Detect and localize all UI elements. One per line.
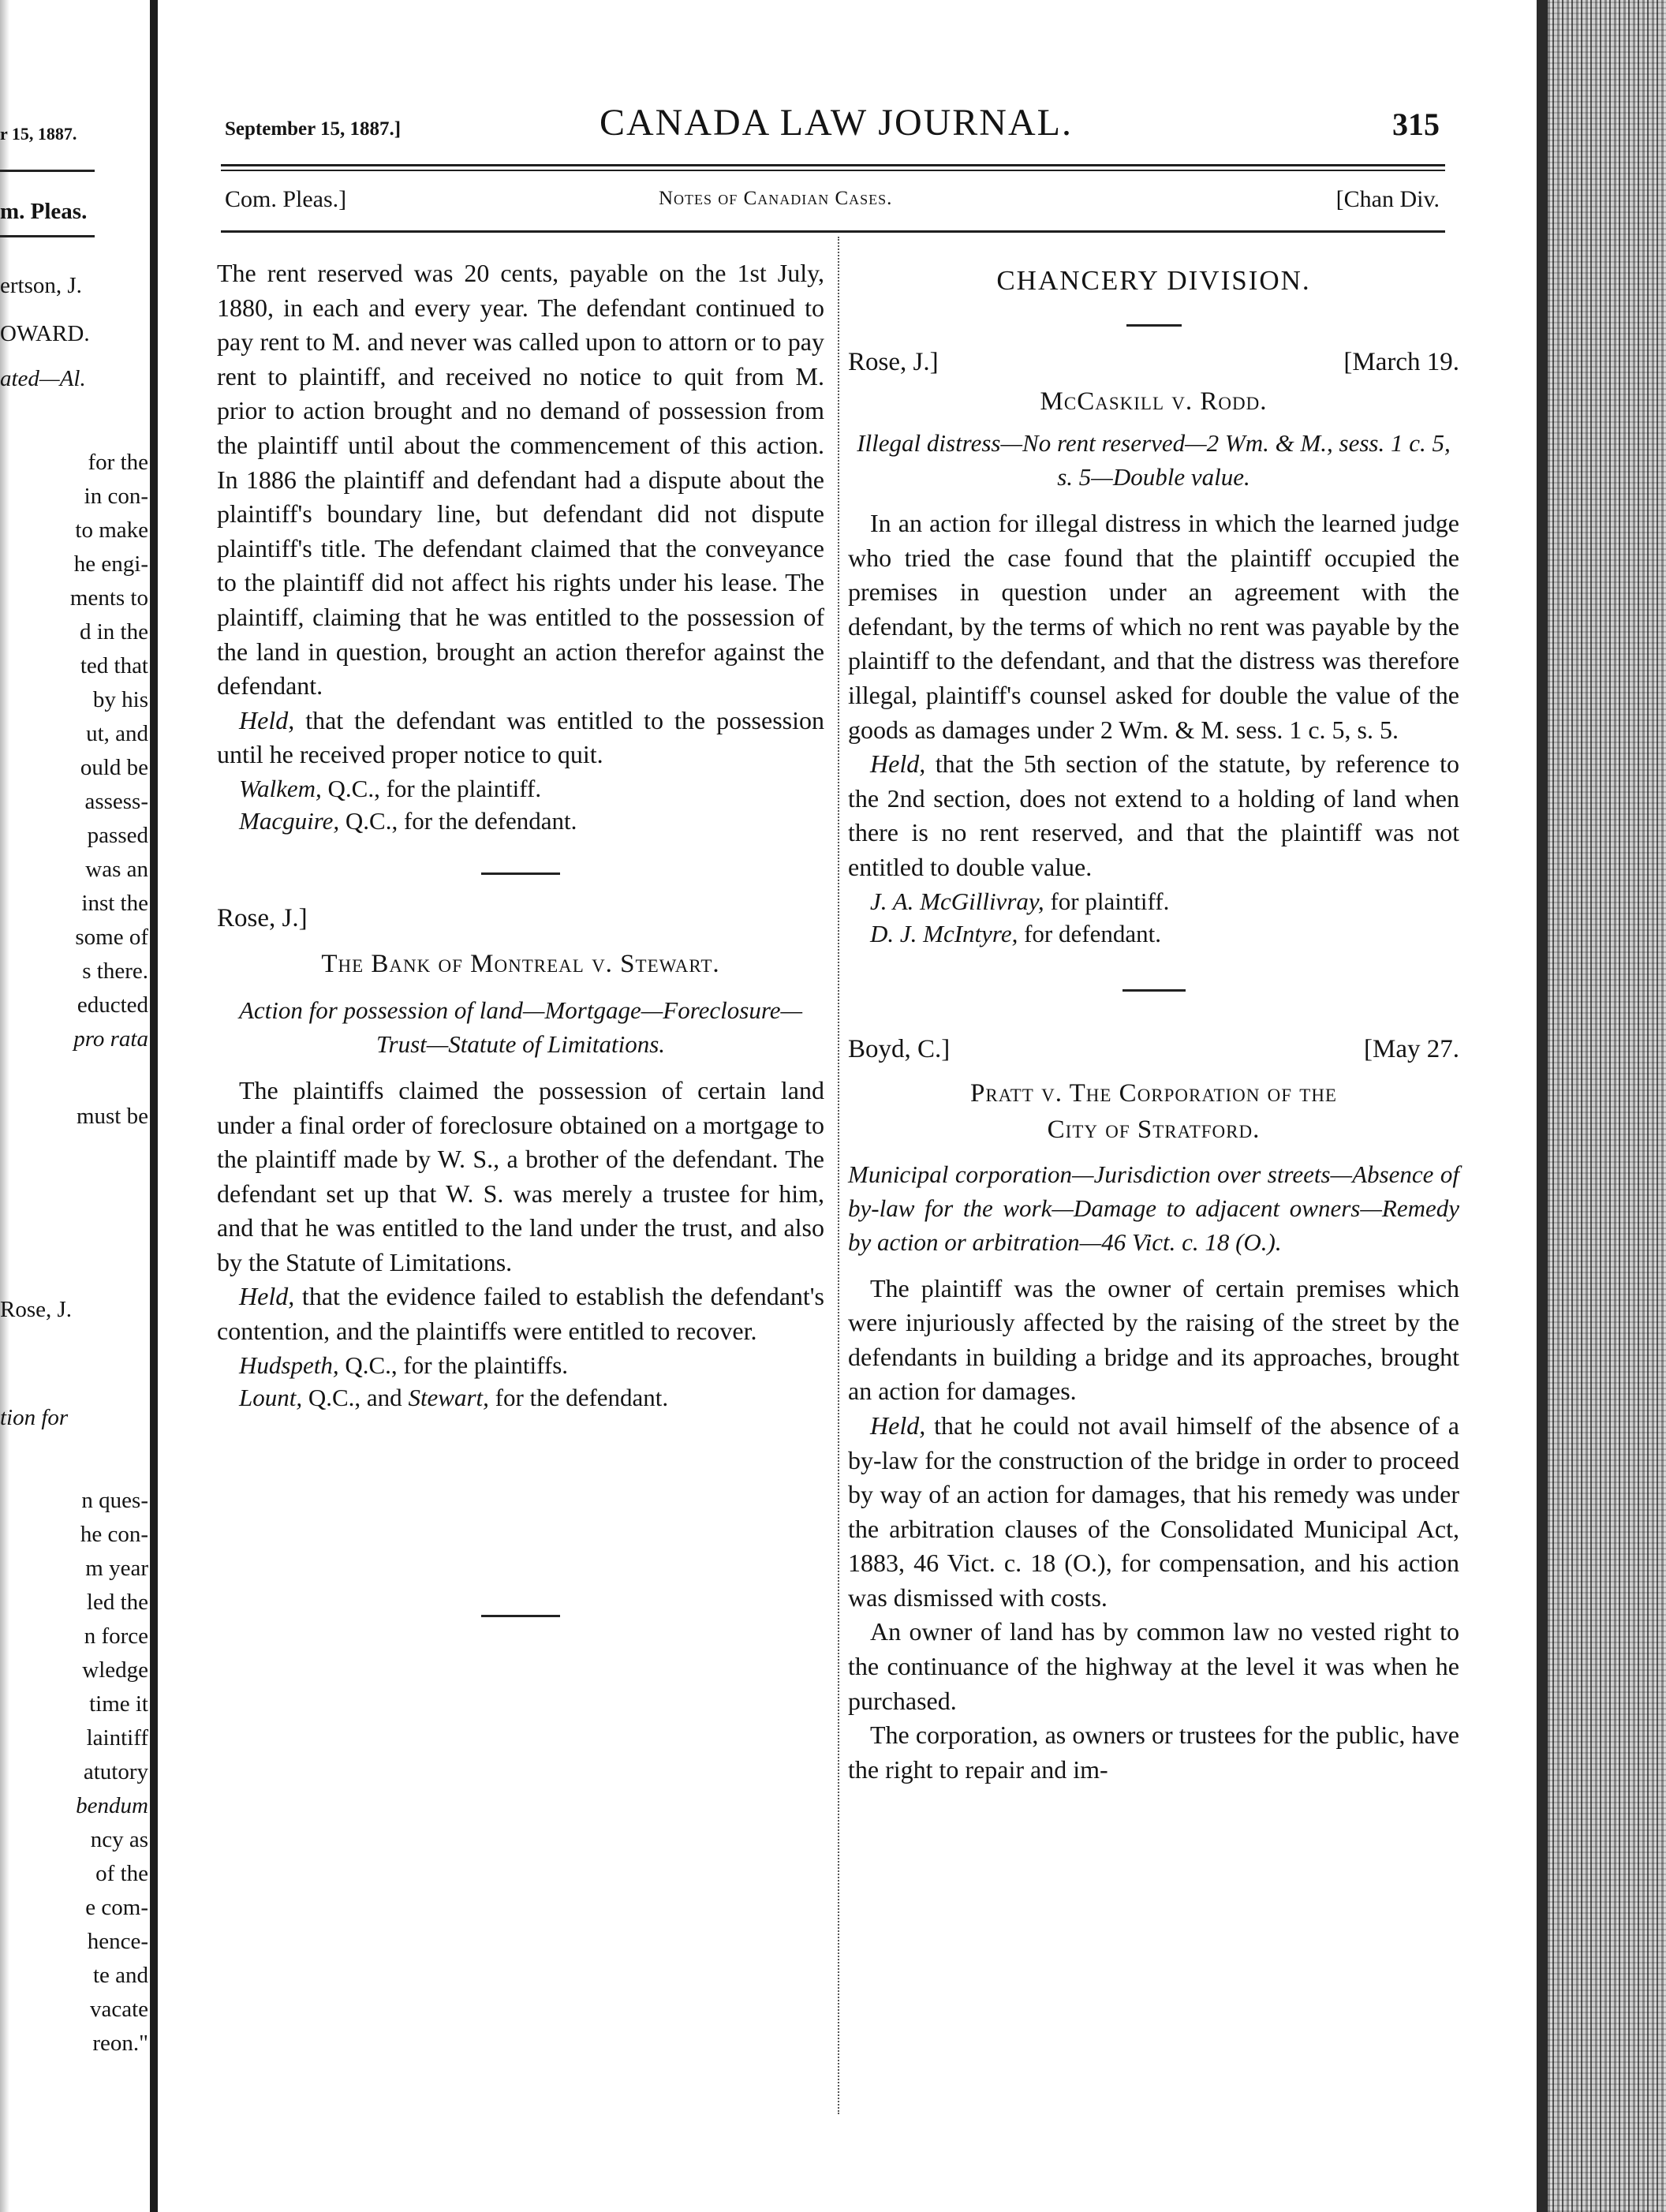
- counsel-line: [217, 1381, 824, 1414]
- prev-line: reon.": [92, 2031, 148, 2056]
- case-separator: [1122, 989, 1186, 992]
- prev-line: ertson, J.: [0, 273, 82, 298]
- page-number: 315: [1392, 106, 1440, 142]
- counsel-line: [217, 1349, 824, 1381]
- prev-line: n force: [84, 1624, 148, 1649]
- prev-line: time it: [89, 1691, 148, 1717]
- facts-paragraph: In an action for illegal distress in which the learned judge who tried the case found that the plaintiff occupied the premises in question under an agreement with the defendant, by the terms of which no rent was payable by the plaintiff to the defendant, and that the distress was therefore illegal, plaintiff's counsel asked for double the value of the goods as damages under 2 Wm. & M. sess. 1 c. 5, s. 5.: [848, 509, 1459, 744]
- case-title: Pratt v. The Corporation of the: [970, 1078, 1337, 1108]
- counsel-name: Stewart,: [408, 1383, 489, 1411]
- binding-edge: [1548, 0, 1666, 2212]
- division-rule: [1126, 324, 1182, 327]
- prev-line: Rose, J.: [0, 1297, 73, 1322]
- judge-name: Rose, J.]: [217, 903, 308, 932]
- prev-line: by his: [92, 687, 148, 712]
- case-caption: Municipal corporation—Jurisdiction over streets—Absence of by-law for the work—Damage to adjacent owners—Remedy by action or arbitration—46 Vict. c. 18 (O.).: [848, 1160, 1459, 1256]
- counsel-role: for plaintiff.: [1044, 887, 1170, 915]
- prev-line: ncy as: [90, 1827, 148, 1852]
- judge-row: [848, 344, 1459, 380]
- prev-line: m. Pleas.: [0, 199, 88, 224]
- held-text: that the defendant was entitled to the possession until he received proper notice to quit.: [217, 705, 824, 769]
- prev-line: pro rata: [73, 1026, 148, 1052]
- prev-line: to make: [75, 518, 148, 543]
- case-caption: Illegal distress—No rent reserved—2 Wm. & M., sess. 1 c. 5, s. 5—Double value.: [857, 429, 1451, 491]
- held-text: that the evidence failed to establish the defendant's contention, and the plaintiffs were entitled to recover.: [217, 1282, 824, 1346]
- section-head: [225, 186, 1440, 218]
- common-law-paragraph: An owner of land has by common law no vested right to the continuance of the highway at the level it was when he purchased.: [848, 1617, 1459, 1715]
- header-rule: [221, 170, 1445, 171]
- journal-title: CANADA LAW JOURNAL.: [600, 102, 1073, 144]
- held-label: Held,: [239, 705, 295, 734]
- prev-line: in con-: [84, 484, 148, 509]
- counsel-line: [217, 772, 824, 805]
- prev-line: led the: [86, 1590, 148, 1615]
- prev-line: e com-: [85, 1895, 148, 1920]
- prev-line: inst the: [81, 891, 148, 916]
- section-head-left: Com. Pleas.]: [225, 186, 347, 212]
- counsel-role: Q.C., for the defendant.: [339, 806, 577, 835]
- prev-line: ated—Al.: [0, 366, 86, 391]
- case-title: McCaskill v. Rodd.: [1040, 387, 1268, 416]
- counsel-name: Lount,: [239, 1383, 303, 1411]
- case-caption: Action for possession of land—Mortgage—Foreclosure—Trust—Statute of Limitations.: [238, 996, 803, 1058]
- held-text: that the 5th section of the statute, by reference to the 2nd section, does not extend to a holding of land when there is no rent reserved, and that the plaintiff was not entitled to double value.: [848, 749, 1459, 881]
- counsel-line: [848, 885, 1459, 917]
- judge-row: [848, 1031, 1459, 1067]
- left-column: [217, 256, 824, 1617]
- prev-line: ments to: [69, 585, 148, 611]
- prev-line: tion for: [0, 1405, 69, 1430]
- running-head: [225, 95, 1440, 158]
- held-paragraph: [217, 1280, 824, 1348]
- prev-line: r 15, 1887.: [0, 124, 77, 144]
- issue-date: September 15, 1887.]: [225, 118, 402, 140]
- prev-line: some of: [75, 925, 148, 950]
- prev-line: d in the: [80, 619, 148, 645]
- section-head-center: Notes of Canadian Cases.: [659, 188, 893, 209]
- counsel-role: Q.C., for the plaintiffs.: [338, 1351, 569, 1379]
- prev-rule: [0, 170, 95, 172]
- section-head-right: [Chan Div.: [1335, 186, 1440, 212]
- prev-line: s there.: [82, 958, 148, 984]
- decision-date: [May 27.: [1364, 1034, 1459, 1063]
- prev-line: of the: [95, 1861, 148, 1886]
- prev-line: was an: [85, 857, 148, 882]
- held-paragraph: [217, 704, 824, 772]
- prev-line: hence-: [87, 1929, 148, 1954]
- counsel-name: Walkem,: [239, 774, 322, 802]
- held-text: that he could not avail himself of the absence of a by-law for the construction of the bridge in order to proceed by way of an action for damages, that his remedy was under the arbitration clauses of the Consolidated Municipal Act, 1883, 46 Vict. c. 18 (O.), for compensation, and his action was dismissed with costs.: [848, 1411, 1459, 1612]
- prev-line: must be: [76, 1104, 148, 1129]
- previous-page-edge: [0, 0, 158, 2212]
- facts-paragraph: The plaintiff was the owner of certain premises which were injuriously affected by the raising of the street by the defendants in building a bridge and its approaches, brought an action for damages.: [848, 1273, 1459, 1406]
- judge-row: [217, 900, 824, 936]
- right-column: [848, 256, 1459, 1787]
- prev-line: m year: [85, 1556, 148, 1581]
- prev-line: OWARD.: [0, 321, 90, 346]
- prev-line: laintiff: [86, 1725, 148, 1751]
- column-divider: [838, 237, 839, 2114]
- case-separator: [481, 872, 560, 875]
- held-label: Held,: [239, 1282, 295, 1311]
- prev-line: atutory: [83, 1759, 148, 1784]
- binding-edge-line: [1537, 0, 1548, 2212]
- header-rule: [221, 164, 1445, 166]
- prev-line: bendum: [76, 1793, 148, 1818]
- prev-line: he engi-: [73, 551, 148, 577]
- prev-line: passed: [87, 823, 148, 848]
- case-separator: [481, 1615, 560, 1617]
- facts-paragraph: The plaintiffs claimed the possession of certain land under a final order of foreclosure obtained on a mortgage to the plaintiff made by W. S., a brother of the defendant. The defendant set up that W. S. was merely a trustee for him, and that he was entitled to the land under the trust, and also by the Statute of Limitations.: [217, 1075, 824, 1276]
- prev-line: te and: [92, 1963, 148, 1988]
- section-rule: [221, 230, 1445, 233]
- prev-line: he con-: [80, 1522, 148, 1547]
- counsel-role: for the defendant.: [488, 1383, 669, 1411]
- prev-line: vacate: [89, 1997, 148, 2022]
- case-title: The Bank of Montreal v. Stewart.: [321, 949, 720, 978]
- counsel-line: [848, 917, 1459, 950]
- counsel-role: for defendant.: [1018, 919, 1161, 947]
- held-label: Held,: [870, 749, 926, 779]
- held-paragraph: [848, 1409, 1459, 1616]
- case-title: City of Stratford.: [1047, 1115, 1261, 1144]
- counsel-line: [217, 805, 824, 837]
- held-paragraph: [848, 747, 1459, 884]
- counsel-role: Q.C., for the plaintiff.: [321, 774, 542, 802]
- prev-line: assess-: [84, 789, 148, 814]
- counsel-name: Hudspeth,: [239, 1351, 339, 1379]
- division-title: CHANCERY DIVISION.: [996, 265, 1311, 296]
- prev-line: ut, and: [86, 721, 148, 746]
- corporation-paragraph: The corporation, as owners or trustees for the public, have the right to repair and im-: [848, 1721, 1459, 1784]
- held-label: Held,: [870, 1411, 926, 1440]
- continuation-paragraph: The rent reserved was 20 cents, payable on the 1st July, 1880, in each and every year. The defendant continued to pay rent to M. and never was called upon to attorn or to pay rent to plaintiff, and received no notice to quit from M. prior to action brought and no demand of possession from the plaintiff until about the commencement of this action. In 1886 the plaintiff and defendant had a dispute about the plaintiff's boundary line, but defendant did not dispute plaintiff's title. The defendant claimed that the conveyance to the plaintiff did not affect his rights under his lease. The plaintiff, claiming that he was entitled to the possession of the land in question, brought an action therefor against the defendant.: [217, 259, 824, 701]
- counsel-name: Macguire,: [239, 806, 340, 835]
- prev-line: for the: [88, 450, 148, 475]
- judge-name: Boyd, C.]: [848, 1034, 951, 1063]
- prev-rule: [0, 235, 95, 237]
- prev-line: n ques-: [81, 1488, 148, 1513]
- judge-name: Rose, J.]: [848, 348, 939, 376]
- counsel-name: D. J. McIntyre,: [870, 919, 1018, 947]
- counsel-joiner: Q.C., and: [302, 1383, 409, 1411]
- prev-line: educted: [77, 992, 148, 1018]
- decision-date: [March 19.: [1343, 348, 1459, 376]
- prev-line: wledge: [82, 1657, 148, 1683]
- prev-line: ould be: [80, 755, 148, 780]
- counsel-name: J. A. McGillivray,: [870, 887, 1044, 915]
- prev-line: ted that: [80, 653, 148, 678]
